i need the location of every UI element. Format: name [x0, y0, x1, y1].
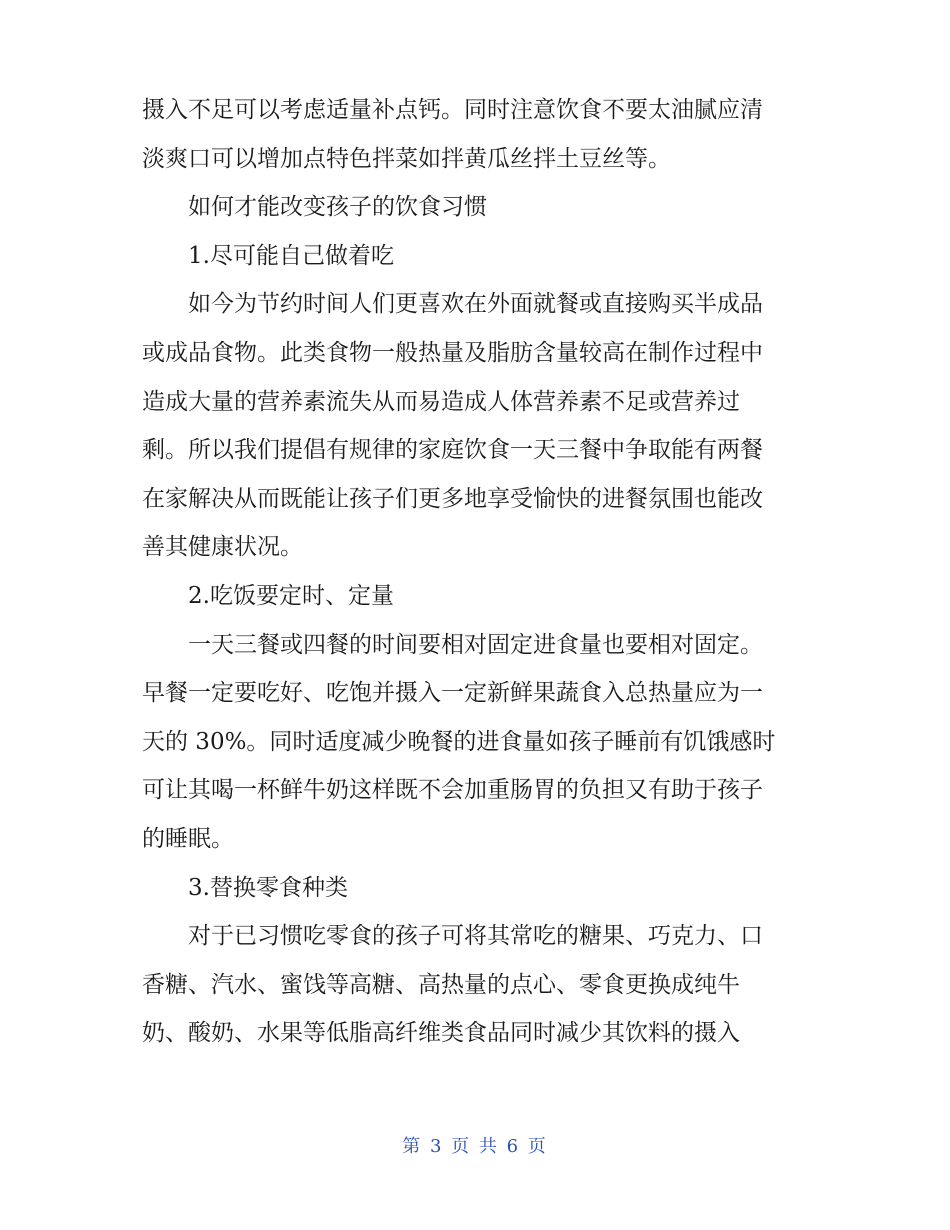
text-line: 造成大量的营养素流失从而易造成人体营养素不足或营养过 — [142, 388, 740, 415]
page-number-footer: 第 3 页 共 6 页 — [402, 1136, 548, 1157]
text-line: 在家解决从而既能让孩子们更多地享受愉快的进餐氛围也能改 — [142, 485, 763, 512]
text-line: 淡爽口可以增加点特色拌菜如拌黄瓜丝拌土豆丝等。 — [142, 145, 671, 172]
document-body — [142, 86, 812, 1058]
text-line: 摄入不足可以考虑适量补点钙。同时注意饮食不要太油腻应清 — [142, 97, 763, 123]
text-line: 香糖、汽水、蜜饯等高糖、高热量的点心、零食更换成纯牛 — [142, 971, 740, 998]
subheading-3: 3.替换零食种类 — [188, 874, 348, 901]
text-line: 一天三餐或四餐的时间要相对固定进食量也要相对固定。 — [188, 631, 763, 658]
text-line: 可让其喝一杯鲜牛奶这样既不会加重肠胃的负担又有助于孩子 — [142, 777, 763, 804]
text-line: 的睡眠。 — [142, 825, 234, 852]
text-line: 如今为节约时间人们更喜欢在外面就餐或直接购买半成品 — [188, 291, 763, 318]
subheading-1: 1.尽可能自己做着吃 — [188, 242, 394, 269]
text-line: 对于已习惯吃零食的孩子可将其常吃的糖果、巧克力、口 — [188, 923, 763, 950]
text-line: 剩。所以我们提倡有规律的家庭饮食一天三餐中争取能有两餐 — [142, 437, 763, 464]
text-line: 奶、酸奶、水果等低脂高纤维类食品同时减少其饮料的摄入 — [142, 1020, 740, 1047]
text-line: 或成品食物。此类食物一般热量及脂肪含量较高在制作过程中 — [142, 339, 763, 366]
section-heading: 如何才能改变孩子的饮食习惯 — [188, 194, 487, 221]
text-line: 天的 30%。同时适度减少晚餐的进食量如孩子睡前有饥饿感时 — [142, 728, 776, 755]
subheading-2: 2.吃饭要定时、定量 — [188, 582, 394, 609]
text-line: 早餐一定要吃好、吃饱并摄入一定新鲜果蔬食入总热量应为一 — [142, 680, 763, 707]
text-line: 善其健康状况。 — [142, 534, 303, 561]
